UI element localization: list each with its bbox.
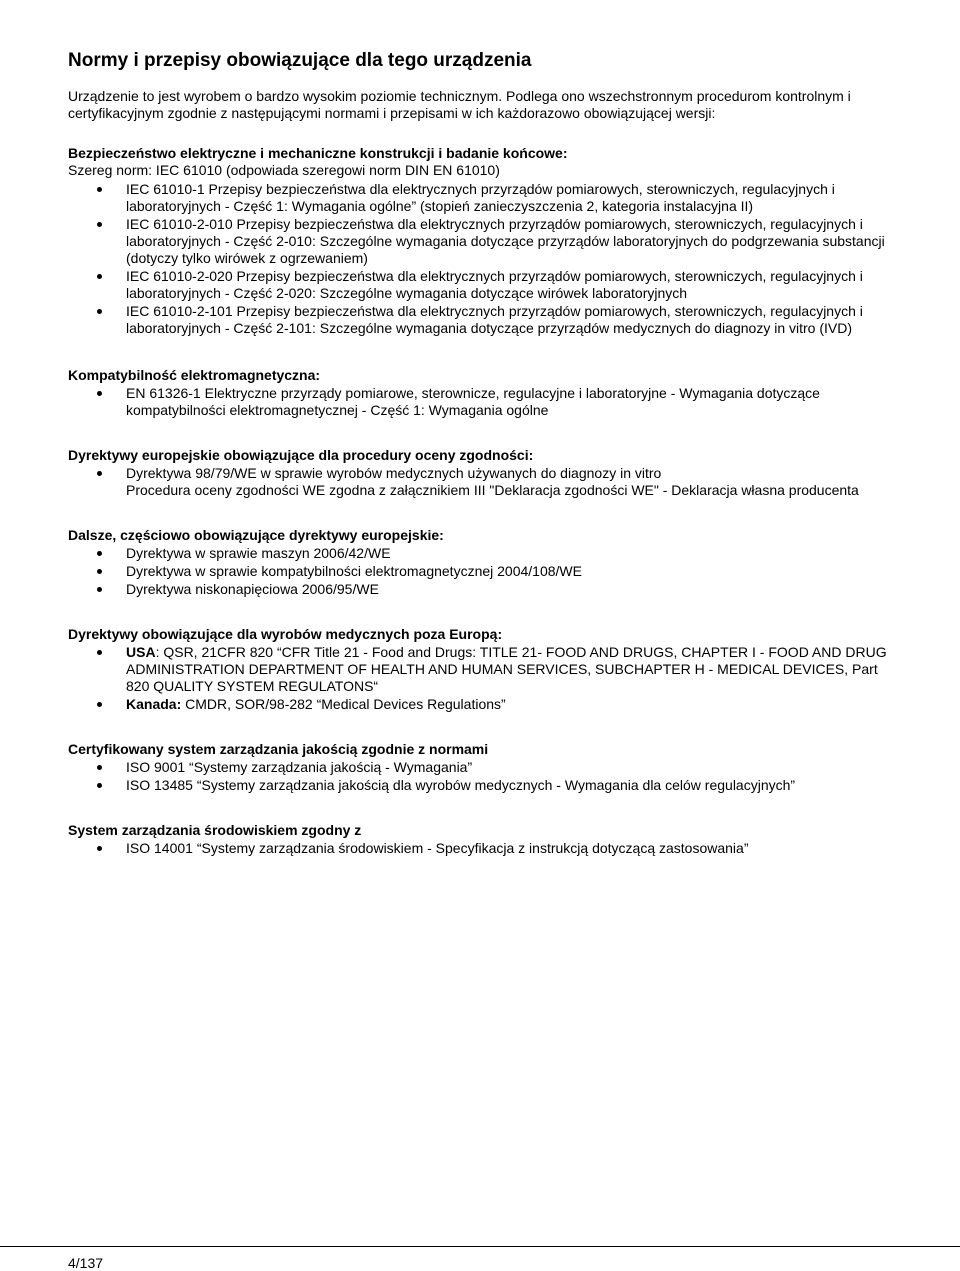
document-page	[68, 50, 898, 890]
list-item: ISO 14001 “Systemy zarządzania środowiskiem - Specyfikacja z instrukcją dotyczącą zastosowania”	[68, 840, 898, 857]
section-safety	[68, 145, 898, 337]
list-item: Dyrektywa niskonapięciowa 2006/95/WE	[68, 581, 898, 598]
conformity-procedure-note: Procedura oceny zgodności WE zgodna z załącznikiem III "Deklaracja zgodności WE" - Deklaracja własna producenta	[126, 482, 859, 498]
footer-divider	[0, 1246, 960, 1247]
directive-text: Dyrektywa 98/79/WE w sprawie wyrobów medycznych używanych do diagnozy in vitro	[126, 465, 662, 481]
section-title-emc: Kompatybilność elektromagnetyczna:	[68, 367, 321, 383]
usa-text: : QSR, 21CFR 820 “CFR Title 21 - Food and Drugs: TITLE 21- FOOD AND DRUGS, CHAPTER I - FOOD AND DRUG ADMINISTRATION DEPARTMENT OF HEALTH AND HUMAN SERVICES, SUBCHAPTER H - MEDICAL DEVICES, Part 820 QUALITY SYSTEM REGULATONS“	[126, 644, 887, 694]
list-item: Dyrektywa w sprawie maszyn 2006/42/WE	[68, 545, 898, 562]
list-item-usa	[68, 644, 898, 695]
intro-paragraph: Urządzenie to jest wyrobem o bardzo wysokim poziomie technicznym. Podlega ono wszechstronnym procedurom kontrolnym i certyfikacyjnym zgodnie z następującymi normami i przepisami w ich każdorazowo obowiązującej wersji:	[68, 88, 851, 121]
section-environment	[68, 822, 898, 857]
page-title: Normy i przepisy obowiązujące dla tego urządzenia	[68, 50, 532, 71]
section-title-quality: Certyfikowany system zarządzania jakością zgodnie z normami	[68, 741, 489, 757]
safety-list	[68, 181, 898, 337]
list-item: IEC 61010-2-020 Przepisy bezpieczeństwa dla elektrycznych przyrządów pomiarowych, sterowniczych, regulacyjnych i laboratoryjnych - Część 2-020: Szczególne wymagania dotyczące wirówek laboratoryjnych	[68, 268, 898, 302]
list-item: ISO 9001 “Systemy zarządzania jakością - Wymagania”	[68, 759, 898, 776]
section-title-environment: System zarządzania środowiskiem zgodny z	[68, 822, 362, 838]
section-eu-directives	[68, 447, 898, 499]
list-item: ISO 13485 “Systemy zarządzania jakością dla wyrobów medycznych - Wymagania dla celów regulacyjnych”	[68, 777, 898, 794]
page-number: 4/137	[68, 1255, 104, 1271]
list-item	[68, 465, 898, 499]
section-outside-eu	[68, 626, 898, 713]
list-item: EN 61326-1 Elektryczne przyrządy pomiarowe, sterownicze, regulacyjne i laboratoryjne - Wymagania dotyczące kompatybilności elektromagnetycznej - Część 1: Wymagania ogólne	[68, 385, 898, 419]
list-item: IEC 61010-2-010 Przepisy bezpieczeństwa dla elektrycznych przyrządów pomiarowych, sterowniczych, regulacyjnych i laboratoryjnych - Część 2-010: Szczególne wymagania dotyczące przyrządów laboratoryjnych do podgrzewania substancji (dotyczy tylko wirówek z ogrzewaniem)	[68, 216, 898, 267]
partial-directives-list	[68, 545, 898, 598]
canada-text: CMDR, SOR/98-282 “Medical Devices Regulations”	[181, 696, 506, 712]
safety-series-note: Szereg norm: IEC 61010 (odpowiada szeregowi norm DIN EN 61010)	[68, 162, 500, 178]
section-emc	[68, 367, 898, 419]
quality-list	[68, 759, 898, 794]
list-item-canada	[68, 696, 898, 713]
section-partial-directives	[68, 527, 898, 598]
section-title-safety: Bezpieczeństwo elektryczne i mechaniczne konstrukcji i badanie końcowe:	[68, 145, 568, 161]
section-title-partial-directives: Dalsze, częściowo obowiązujące dyrektywy europejskie:	[68, 527, 444, 543]
list-item: IEC 61010-2-101 Przepisy bezpieczeństwa dla elektrycznych przyrządów pomiarowych, sterowniczych, regulacyjnych i laboratoryjnych - Część 2-101: Szczególne wymagania dotyczące przyrządów medycznych do diagnozy in vitro (IVD)	[68, 303, 898, 337]
section-title-eu-directives: Dyrektywy europejskie obowiązujące dla procedury oceny zgodności:	[68, 447, 534, 463]
list-item: IEC 61010-1 Przepisy bezpieczeństwa dla elektrycznych przyrządów pomiarowych, sterowniczych, regulacyjnych i laboratoryjnych - Część 1: Wymagania ogólne” (stopień zanieczyszczenia 2, kategoria instalacyjna II)	[68, 181, 898, 215]
environment-list	[68, 840, 898, 857]
section-title-outside-eu: Dyrektywy obowiązujące dla wyrobów medycznych poza Europą:	[68, 626, 503, 642]
outside-eu-list	[68, 644, 898, 713]
canada-label: Kanada:	[126, 696, 182, 712]
eu-directives-list	[68, 465, 898, 499]
list-item: Dyrektywa w sprawie kompatybilności elektromagnetycznej 2004/108/WE	[68, 563, 898, 580]
usa-label: USA	[126, 644, 156, 660]
emc-list	[68, 385, 898, 419]
section-quality	[68, 741, 898, 794]
